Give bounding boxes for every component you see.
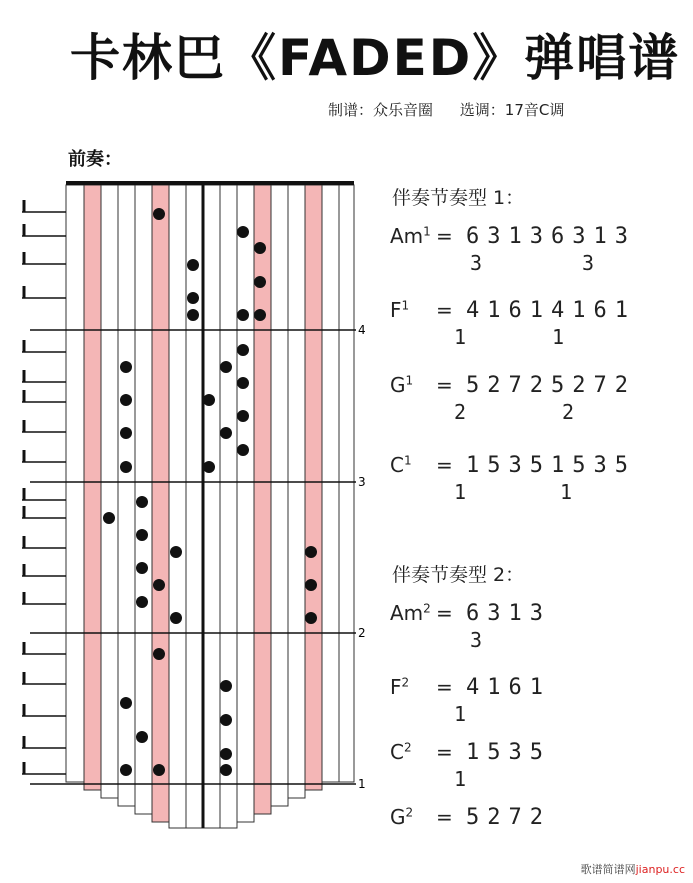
- note-dot: [120, 764, 132, 776]
- tine: [322, 185, 339, 782]
- pattern1-title: 伴奏节奏型 1：: [392, 187, 525, 209]
- chord-notes: 5272: [466, 805, 551, 830]
- chord-notes: 52725272: [466, 373, 636, 398]
- note-dot: [153, 208, 165, 220]
- tine: [271, 185, 288, 806]
- note-dot: [254, 309, 266, 321]
- measure-number: 2: [358, 626, 366, 640]
- chord-notes: 63136313: [466, 224, 636, 249]
- note-dot: [120, 361, 132, 373]
- chord-name: $F^1$: [390, 298, 410, 322]
- bass-note: 2: [562, 400, 575, 424]
- tine: [237, 185, 254, 822]
- equals-sign: =: [436, 740, 453, 764]
- equals-sign: =: [436, 373, 453, 397]
- bass-note: 3: [470, 628, 483, 652]
- measure-number: 1: [358, 777, 366, 791]
- tine: [203, 185, 220, 828]
- note-dot: [220, 714, 232, 726]
- measure-number: 3: [358, 475, 366, 489]
- tine: [305, 185, 322, 790]
- bass-note: 1: [454, 325, 467, 349]
- equals-sign: =: [436, 805, 453, 829]
- chord-g1: [390, 373, 690, 433]
- tine: [84, 185, 101, 790]
- bass-note: 3: [470, 251, 483, 275]
- note-dot: [136, 496, 148, 508]
- note-dot: [237, 410, 249, 422]
- note-dot: [136, 562, 148, 574]
- note-dot: [305, 546, 317, 558]
- note-dot: [103, 512, 115, 524]
- tine: [288, 185, 305, 798]
- note-dot: [153, 648, 165, 660]
- tine: [186, 185, 203, 828]
- tine: [66, 185, 84, 782]
- chord-name: $F^2$: [390, 675, 410, 699]
- note-dot: [220, 361, 232, 373]
- chord-f1: [390, 298, 690, 358]
- note-dot: [187, 309, 199, 321]
- page-title: 卡林巴《FADED》弹唱谱: [70, 29, 681, 87]
- note-dot: [136, 596, 148, 608]
- note-dot: [153, 579, 165, 591]
- bass-note: 1: [454, 480, 467, 504]
- note-dot: [136, 529, 148, 541]
- note-dot: [120, 697, 132, 709]
- tine: [339, 185, 354, 782]
- note-dot: [237, 344, 249, 356]
- tine: [101, 185, 118, 798]
- note-dot: [237, 309, 249, 321]
- chord-name: $C^2$: [390, 740, 412, 764]
- chord-c2: [390, 740, 690, 800]
- measure-number: 4: [358, 323, 366, 337]
- note-dot: [136, 731, 148, 743]
- note-dot: [220, 748, 232, 760]
- chord-notes: 1535: [466, 740, 551, 765]
- pattern2-title: 伴奏节奏型 2：: [392, 564, 525, 586]
- chord-am1: [390, 224, 690, 284]
- note-dot: [254, 242, 266, 254]
- equals-sign: =: [436, 298, 453, 322]
- note-dot: [203, 394, 215, 406]
- note-dot: [120, 427, 132, 439]
- chord-notes: 6313: [466, 601, 551, 626]
- chord-g2: [390, 805, 690, 865]
- tine: [220, 185, 237, 828]
- note-dot: [220, 427, 232, 439]
- chord-name: $G^1$: [390, 373, 414, 397]
- note-dot: [170, 612, 182, 624]
- watermark-left: 歌谱简谱网: [580, 863, 636, 876]
- note-dot: [305, 579, 317, 591]
- chord-notes: 41614161: [466, 298, 636, 323]
- note-dot: [237, 226, 249, 238]
- bass-note: 1: [560, 480, 573, 504]
- chord-f2: [390, 675, 690, 735]
- equals-sign: =: [436, 601, 453, 625]
- equals-sign: =: [436, 224, 453, 248]
- note-dot: [120, 394, 132, 406]
- chord-name: Am$^2$: [390, 601, 431, 625]
- chord-notes: 4161: [466, 675, 551, 700]
- bass-note: 1: [454, 702, 467, 726]
- note-dot: [305, 612, 317, 624]
- rhythm-staff: [22, 200, 66, 774]
- note-dot: [237, 444, 249, 456]
- chord-notes: 15351535: [466, 453, 636, 478]
- tine: [169, 185, 186, 828]
- intro-label: 前奏：: [68, 149, 122, 170]
- tine: [152, 185, 169, 822]
- note-dot: [120, 461, 132, 473]
- note-dot: [237, 377, 249, 389]
- chord-name: $C^1$: [390, 453, 412, 477]
- note-dot: [254, 276, 266, 288]
- chord-c1: [390, 453, 690, 513]
- tine: [118, 185, 135, 806]
- chord-name: Am$^1$: [390, 224, 431, 248]
- bass-note: 1: [552, 325, 565, 349]
- note-dot: [187, 259, 199, 271]
- chord-name: $G^2$: [390, 805, 414, 829]
- bass-note: 2: [454, 400, 467, 424]
- key-credit: 选调：17音C调: [459, 101, 565, 119]
- bass-note: 3: [582, 251, 595, 275]
- watermark-right: jianpu.cc: [635, 863, 685, 876]
- chord-am2: [390, 601, 690, 661]
- equals-sign: =: [436, 675, 453, 699]
- note-dot: [153, 764, 165, 776]
- watermark: [581, 861, 685, 877]
- note-dot: [220, 764, 232, 776]
- bass-note: 1: [454, 767, 467, 791]
- note-dot: [220, 680, 232, 692]
- note-dot: [203, 461, 215, 473]
- note-dot: [187, 292, 199, 304]
- tine-columns: [66, 185, 354, 828]
- note-dot: [170, 546, 182, 558]
- maker-credit: 制谱：众乐音圈: [328, 101, 434, 119]
- equals-sign: =: [436, 453, 453, 477]
